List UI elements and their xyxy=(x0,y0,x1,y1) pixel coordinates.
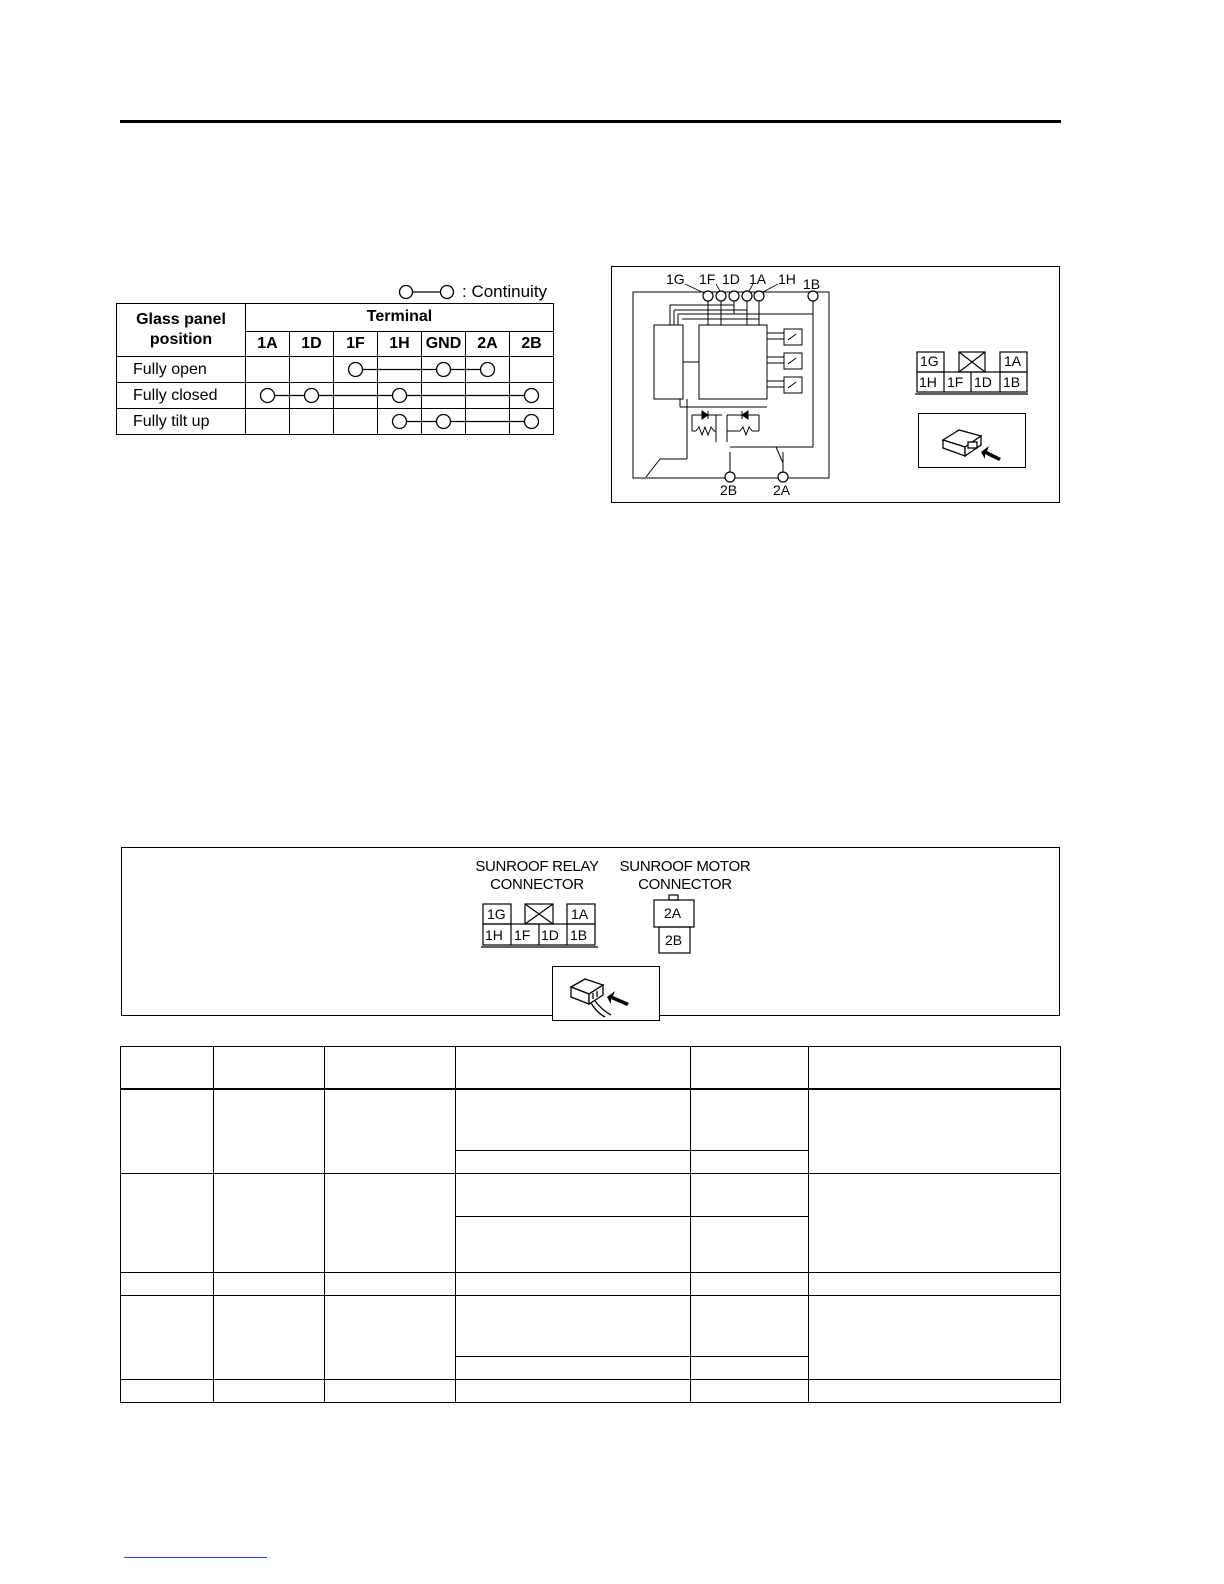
terminal-header: Terminal xyxy=(246,304,554,332)
pin-label-2b: 2B xyxy=(720,482,738,498)
terminal-col-header: 1H xyxy=(378,331,422,356)
connector-pin: 1B xyxy=(1003,374,1021,390)
table-row xyxy=(117,383,554,409)
connector-pin: 1H xyxy=(919,374,937,390)
connector-pin: 1A xyxy=(571,906,589,922)
terminal-col-header: 2B xyxy=(510,331,554,356)
table-row xyxy=(117,409,554,435)
connector-pin: 1H xyxy=(485,927,503,943)
motor-connector-title: SUNROOF MOTOR CONNECTOR xyxy=(619,858,751,893)
connector-view-icon xyxy=(552,966,660,1021)
continuity-legend xyxy=(398,282,547,302)
table-row xyxy=(121,1380,1061,1403)
row-label: Fully closed xyxy=(117,383,246,409)
pin-label-1a: 1A xyxy=(749,271,767,287)
table-row xyxy=(121,1174,1061,1217)
connector-pin: 1G xyxy=(487,906,506,922)
motor-connector-face xyxy=(652,893,696,959)
position-header: Glass panel position xyxy=(117,304,246,357)
connector-pin: 1D xyxy=(541,927,559,943)
table-row xyxy=(121,1089,1061,1151)
relay-circuit-diagram xyxy=(611,266,1060,503)
connector-figure xyxy=(121,847,1060,1016)
pin-label-1h: 1H xyxy=(778,271,796,287)
relay-connector-title: SUNROOF RELAY CONNECTOR xyxy=(475,858,599,893)
connector-pin: 1G xyxy=(920,353,939,369)
pin-label-1d: 1D xyxy=(722,271,740,287)
continuity-legend-label: : Continuity xyxy=(462,282,548,301)
connector-pin: 1F xyxy=(514,927,531,943)
table-row xyxy=(121,1296,1061,1357)
terminal-col-header: 1F xyxy=(334,331,378,356)
pin-label-1f: 1F xyxy=(699,271,716,287)
footer-link-underline xyxy=(124,1557,267,1558)
connector-pin: 1A xyxy=(1004,353,1022,369)
table-header-row xyxy=(121,1047,1061,1090)
pin-label-2a: 2A xyxy=(773,482,791,498)
terminal-col-header: 2A xyxy=(466,331,510,356)
relay-connector-face xyxy=(481,901,598,949)
table-row xyxy=(117,357,554,383)
connector-pin: 2B xyxy=(665,932,683,948)
header-rule xyxy=(120,120,1061,123)
continuity-symbol-icon xyxy=(398,284,456,300)
terminal-col-header: GND xyxy=(422,331,466,356)
row-label: Fully tilt up xyxy=(117,409,246,435)
relay-connector-face xyxy=(915,349,1028,395)
connector-pin: 2A xyxy=(664,905,682,921)
row-label: Fully open xyxy=(117,357,246,383)
table-row xyxy=(121,1273,1061,1296)
connector-pin: 1F xyxy=(947,374,964,390)
connector-view-icon xyxy=(918,413,1026,468)
continuity-table xyxy=(116,303,554,435)
pin-label-1b: 1B xyxy=(803,276,821,292)
connector-pin: 1B xyxy=(570,927,588,943)
connector-pin: 1D xyxy=(974,374,992,390)
inspection-table xyxy=(120,1046,1061,1403)
pin-label-1g: 1G xyxy=(666,271,685,287)
terminal-col-header: 1A xyxy=(246,331,290,356)
terminal-col-header: 1D xyxy=(290,331,334,356)
